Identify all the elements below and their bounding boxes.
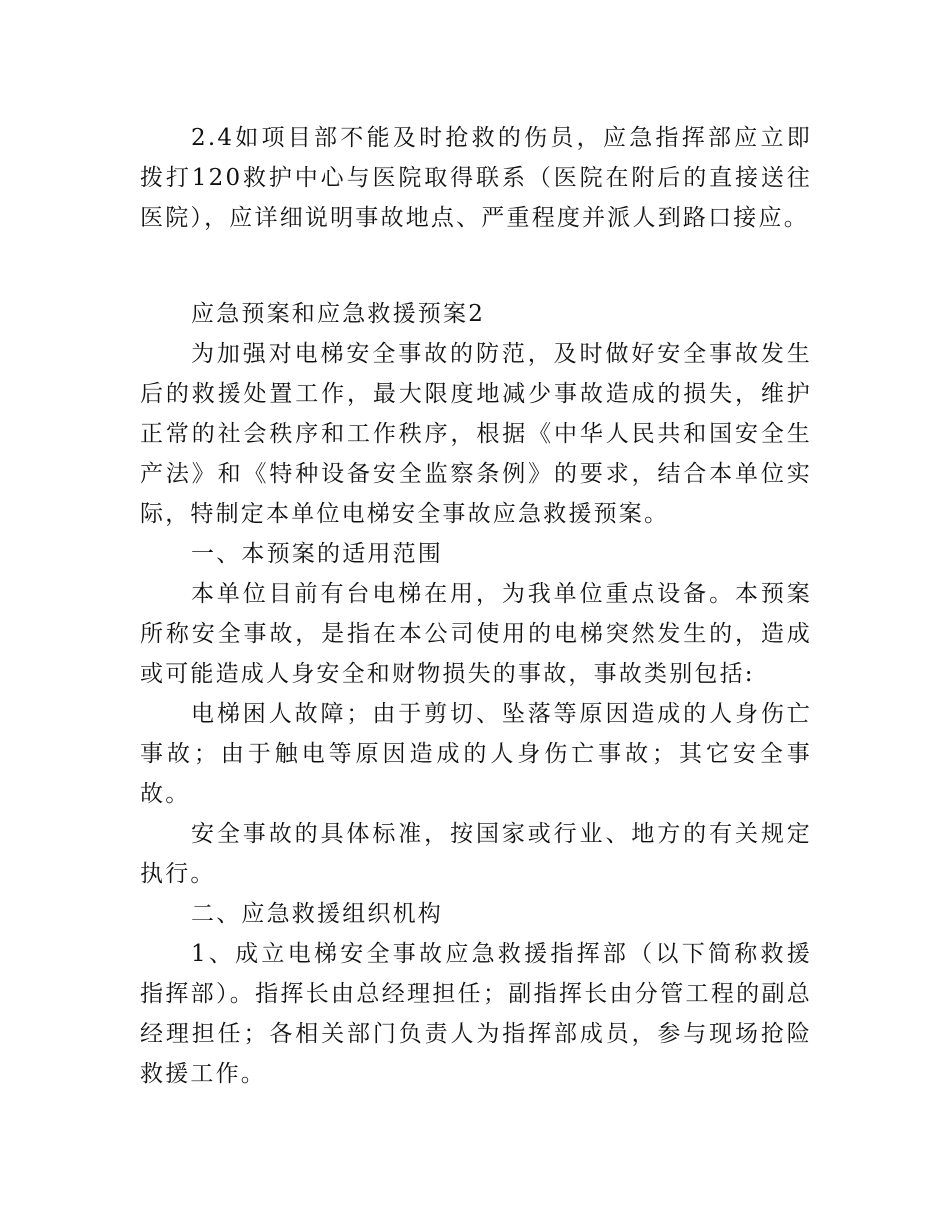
paragraph-intro: 为加强对电梯安全事故的防范，及时做好安全事故发生后的救援处置工作，最大限度地减少事故造成的损失，维护正常的社会秩序和工作秩序，根据《中华人民共和国安全生产法》和《特种设备安全监察条例》的要求，结合本单位实际，特制定本单位电梯安全事故应急救援预案。 (140, 341, 812, 527)
document-body (140, 118, 812, 1094)
paragraph-command-center: 1、成立电梯安全事故应急救援指挥部（以下简称救援指挥部）。指挥长由总经理担任；副指挥长由分管工程的副总经理担任；各相关部门负责人为指挥部成员，参与现场抢险救援工作。 (140, 941, 812, 1087)
section-title-plan-2: 应急预案和应急救援预案2 (191, 301, 486, 327)
paragraph-2-4-rescue: 2.4如项目部不能及时抢救的伤员，应急指挥部应立即拨打120救护中心与医院取得联系（医院在附后的直接送往医院），应详细说明事故地点、严重程度并派人到路口接应。 (140, 125, 812, 231)
paragraph-standards: 安全事故的具体标准，按国家或行业、地方的有关规定执行。 (140, 821, 812, 887)
paragraph-accident-types: 电梯困人故障；由于剪切、坠落等原因造成的人身伤亡事故；由于触电等原因造成的人身伤亡事故；其它安全事故。 (140, 701, 812, 807)
paragraph-scope: 本单位目前有台电梯在用，为我单位重点设备。本预案所称安全事故，是指在本公司使用的电梯突然发生的，造成或可能造成人身安全和财物损失的事故，事故类别包括: (140, 581, 812, 687)
heading-organization: 二、应急救援组织机构 (191, 901, 443, 927)
heading-scope: 一、本预案的适用范围 (191, 541, 443, 567)
